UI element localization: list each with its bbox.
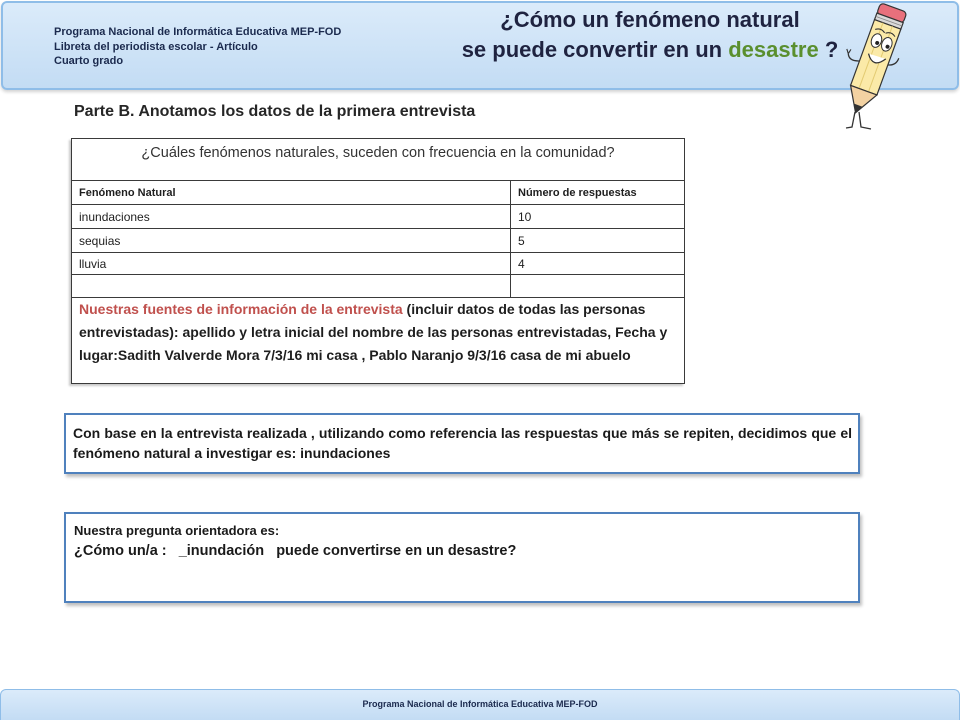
sources-cell [72, 298, 685, 384]
responses-cell: 10 [511, 205, 685, 229]
table-header-row [72, 181, 685, 205]
table-row [72, 205, 685, 229]
guiding-question-label: Nuestra pregunta orientadora es: [74, 523, 280, 538]
question-row [72, 139, 685, 181]
table-row [72, 275, 685, 298]
guiding-question-text: ¿Cómo un/a : _inundación puede convertirse en un desastre? [74, 543, 517, 559]
table-row [72, 253, 685, 275]
column-header-phenomenon: Fenómeno Natural [72, 181, 511, 205]
header-info [54, 25, 341, 69]
pencil-character-icon [820, 0, 930, 140]
interview-table [71, 138, 685, 384]
phenomenon-cell: sequias [72, 229, 511, 253]
table-row [72, 229, 685, 253]
sources-label: Nuestras fuentes de información de la entrevista [79, 301, 403, 317]
title-question-mark: ? [824, 37, 839, 62]
conclusion-box [64, 413, 860, 474]
sources-row [72, 298, 685, 384]
program-name: Programa Nacional de Informática Educativa MEP-FOD [54, 26, 342, 38]
phenomenon-cell: inundaciones [72, 205, 511, 229]
title-line-2-prefix: se puede convertir en un [461, 37, 723, 62]
responses-cell: 4 [511, 253, 685, 275]
slide-title [450, 5, 850, 65]
phenomenon-cell: lluvia [72, 253, 511, 275]
section-heading: Parte B. Anotamos los datos de la primera entrevista [74, 103, 476, 120]
sources-details: (incluir datos de todas las personas entrevistadas): apellido y letra inicial del nombre de las personas entrevistadas, Fecha y lugar:Sadith Valverde Mora 7/3/16 mi casa , Pablo Naranjo 9/3/16 casa de mi abuelo [79, 301, 668, 363]
title-line-1: ¿Cómo un fenómeno natural [500, 7, 800, 32]
responses-cell [511, 275, 685, 298]
phenomenon-cell [72, 275, 511, 298]
grade-label: Cuarto grado [54, 55, 124, 67]
survey-question: ¿Cuáles fenómenos naturales, suceden con frecuencia en la comunidad? [72, 139, 685, 181]
responses-cell: 5 [511, 229, 685, 253]
notebook-name: Libreta del periodista escolar - Artículo [54, 40, 258, 53]
title-highlight-word: desastre [728, 37, 819, 62]
guiding-question-box [64, 512, 860, 603]
conclusion-text: Con base en la entrevista realizada , utilizando como referencia las respuestas que más se repiten, decidimos que el fenómeno natural a investigar es: inundaciones [73, 425, 852, 461]
footer-text: Programa Nacional de Informática Educativa MEP-FOD [362, 699, 598, 709]
column-header-responses: Número de respuestas [511, 181, 685, 205]
title-line-2 [450, 35, 850, 65]
footer-band [0, 689, 960, 720]
